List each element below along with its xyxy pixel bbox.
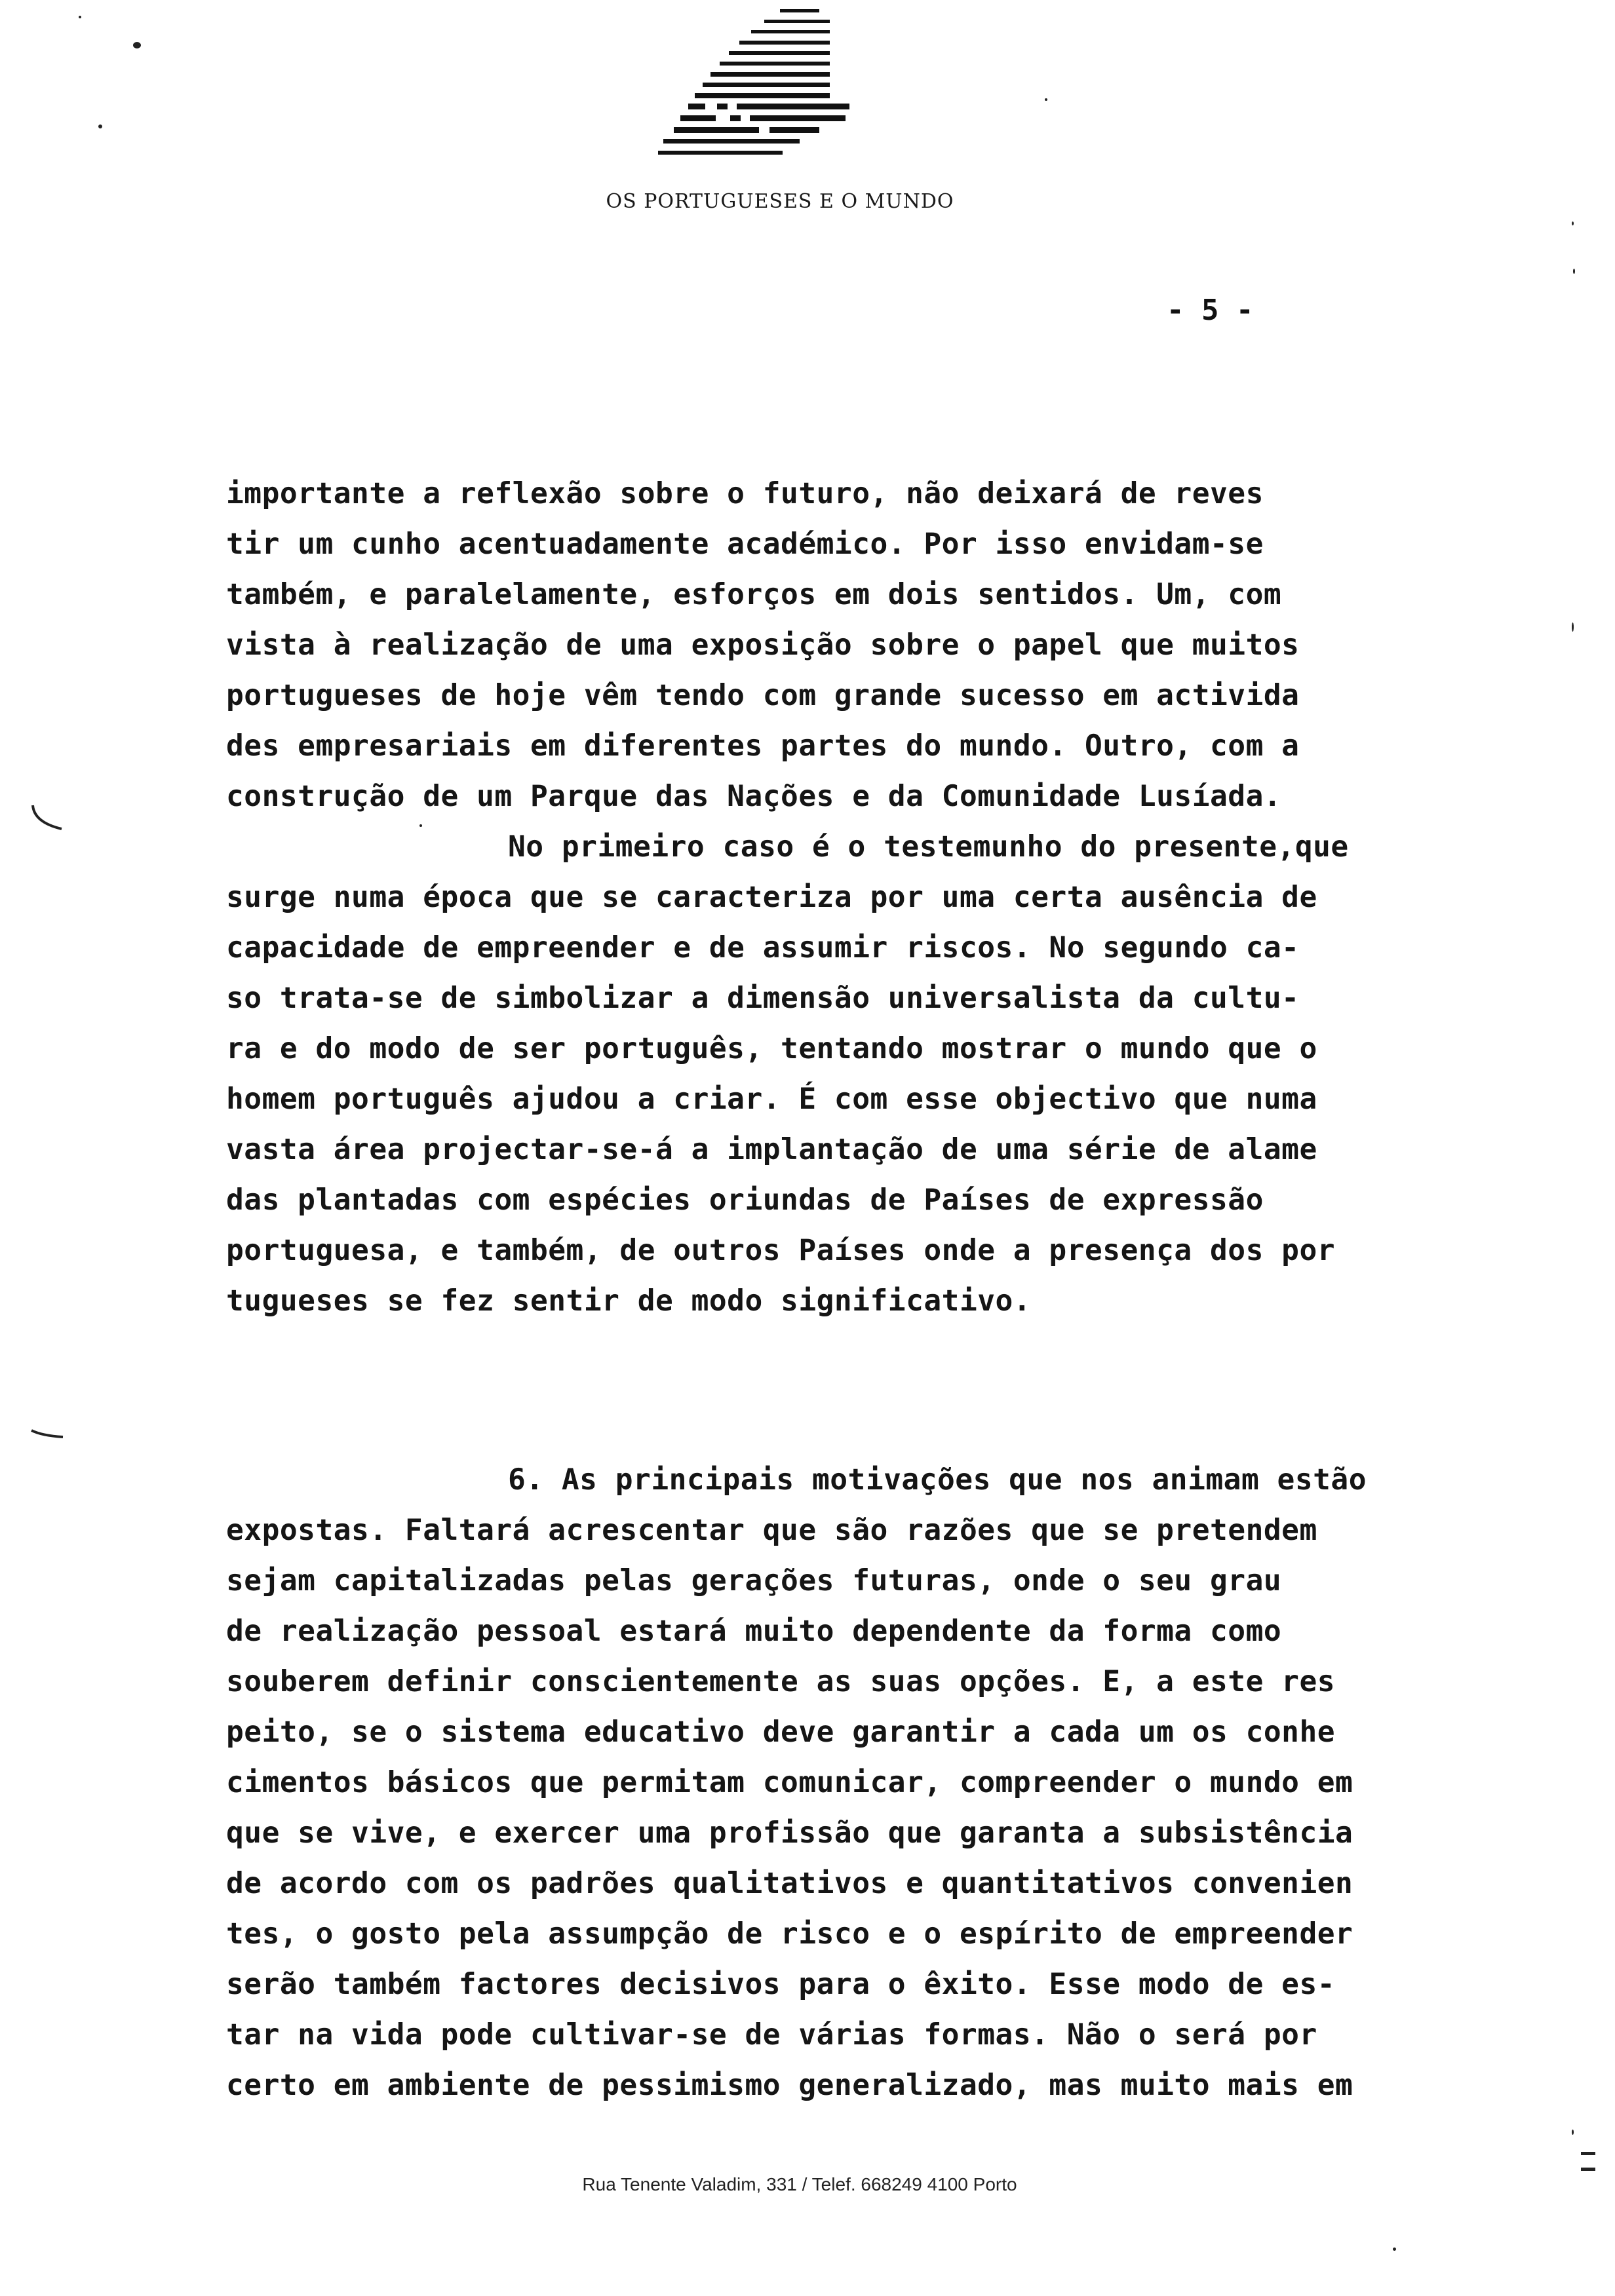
text-line: tes, o gosto pela assumpção de risco e o espírito de empreender: [226, 1917, 1353, 1951]
text-line: ra e do modo de ser português, tentando mostrar o mundo que o: [226, 1032, 1317, 1065]
footer-address: Rua Tenente Valadim, 331 / Telef. 668249 4100 Porto: [582, 2174, 1017, 2194]
text-line: vista à realização de uma exposição sobre o papel que muitos: [226, 628, 1300, 662]
text-line: portugueses de hoje vêm tendo com grande sucesso em activida: [226, 679, 1300, 712]
text-block-upper: [226, 469, 1504, 1326]
text-line: portuguesa, e também, de outros Países onde a presença dos por: [226, 1234, 1336, 1267]
text-line: No primeiro caso é o testemunho do presente,que: [508, 830, 1349, 864]
text-line: cimentos básicos que permitam comunicar, compreender o mundo em: [226, 1766, 1353, 1799]
scan-speck: [79, 16, 81, 18]
text-line: homem português ajudou a criar. É com esse objectivo que numa: [226, 1082, 1317, 1116]
organization-name: OS PORTUGUESES E O MUNDO: [606, 190, 954, 213]
paragraph-2: [226, 822, 1504, 1326]
text-line: importante a reflexão sobre o futuro, não deixará de reves: [226, 477, 1264, 510]
margin-bracket-mark: [29, 1425, 68, 1445]
text-line: tugueses se fez sentir de modo significativo.: [226, 1284, 1032, 1318]
text-line: des empresariais em diferentes partes do mundo. Outro, com a: [226, 729, 1300, 763]
text-line: peito, se o sistema educativo deve garantir a cada um os conhe: [226, 1715, 1336, 1749]
text-block-lower: [226, 1455, 1504, 2111]
scan-speck: [1393, 2248, 1396, 2251]
scan-speck: [419, 824, 422, 827]
scan-speck: [1045, 98, 1047, 101]
text-line: sejam capitalizadas pelas gerações futuras, onde o seu grau: [226, 1564, 1282, 1598]
text-line: construção de um Parque das Nações e da Comunidade Lusíada.: [226, 780, 1282, 813]
scan-speck: [1572, 2130, 1574, 2135]
text-line: so trata-se de simbolizar a dimensão universalista da cultu-: [226, 982, 1300, 1015]
margin-dash-mark: [1580, 2149, 1599, 2175]
text-line: 6. As principais motivações que nos animam estão: [508, 1463, 1367, 1497]
margin-bracket-mark: [29, 803, 68, 835]
text-line: serão também factores decisivos para o êxito. Esse modo de es-: [226, 1968, 1336, 2001]
striped-sail-logo-icon: [642, 5, 865, 169]
text-line: das plantadas com espécies oriundas de Países de expressão: [226, 1183, 1264, 1217]
scan-speck: [133, 42, 141, 48]
text-line: tir um cunho acentuadamente académico. Por isso envidam-se: [226, 527, 1264, 561]
text-line: certo em ambiente de pessimismo generalizado, mas muito mais em: [226, 2069, 1353, 2102]
text-line: expostas. Faltará acrescentar que são razões que se pretendem: [226, 1514, 1317, 1547]
text-line: surge numa época que se caracteriza por uma certa ausência de: [226, 881, 1317, 914]
scan-speck: [1572, 221, 1574, 225]
paragraph-3: [226, 1455, 1504, 2111]
scan-speck: [1573, 269, 1575, 274]
text-line: souberem definir conscientemente as suas opções. E, a este res: [226, 1665, 1336, 1698]
text-line: que se vive, e exercer uma profissão que garanta a subsistência: [226, 1816, 1353, 1850]
text-line: de realização pessoal estará muito dependente da forma como: [226, 1615, 1282, 1648]
text-line: de acordo com os padrões qualitativos e quantitativos convenien: [226, 1867, 1353, 1900]
paragraph-1: [226, 469, 1504, 822]
text-line: capacidade de empreender e de assumir riscos. No segundo ca-: [226, 931, 1300, 965]
scan-speck: [98, 124, 102, 128]
text-line: também, e paralelamente, esforços em dois sentidos. Um, com: [226, 578, 1282, 611]
page-number: - 5 -: [1167, 294, 1254, 327]
text-line: vasta área projectar-se-á a implantação de uma série de alame: [226, 1133, 1317, 1166]
text-line: tar na vida pode cultivar-se de várias formas. Não o será por: [226, 2018, 1317, 2052]
scan-speck: [1572, 622, 1574, 632]
